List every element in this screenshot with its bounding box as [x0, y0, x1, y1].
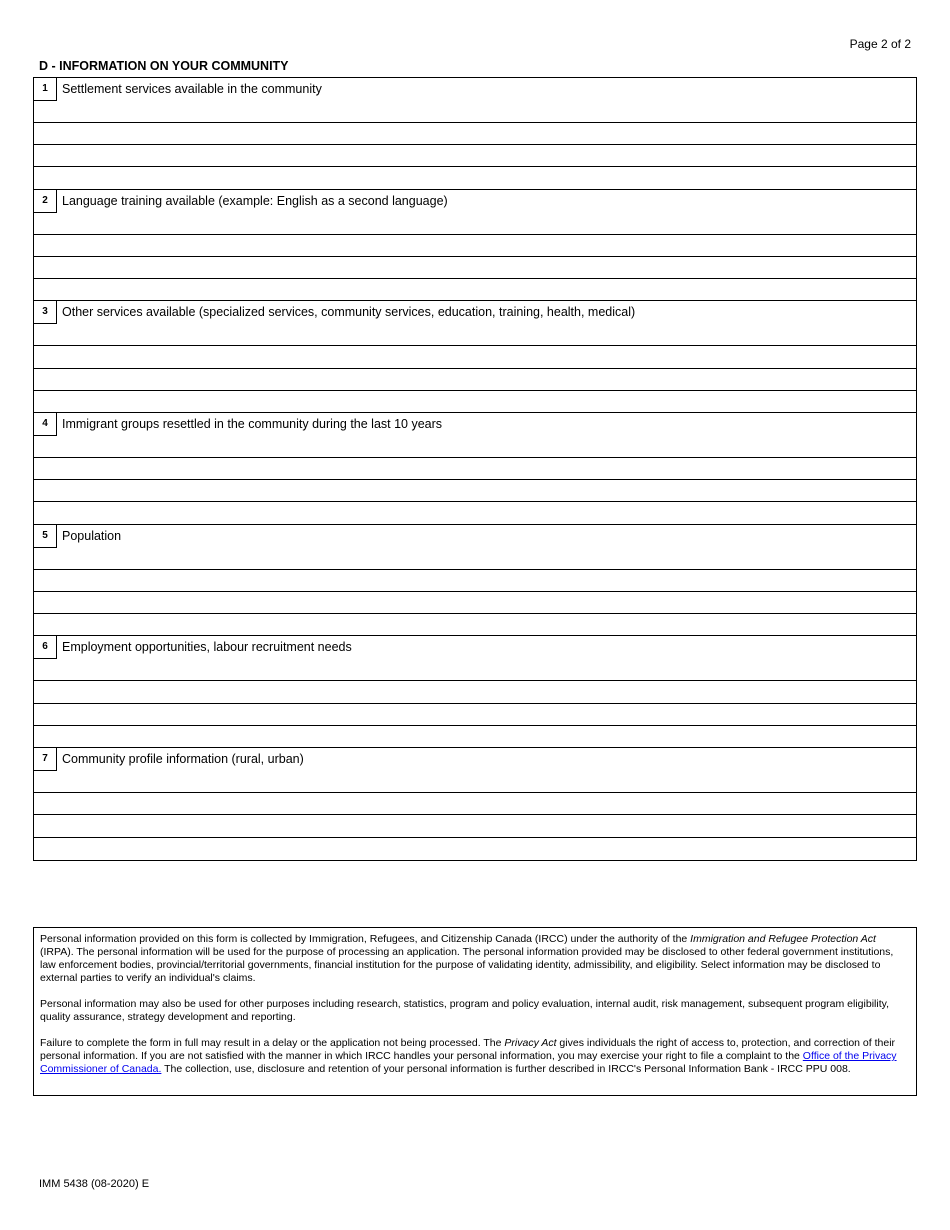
page-number: Page 2 of 2 — [849, 37, 911, 51]
answer-line[interactable] — [34, 391, 916, 413]
question-4 — [34, 413, 916, 525]
privacy-paragraph-2: Personal information may also be used for other purposes including research, statistics, program and policy evaluation, internal audit, risk management, subsequent program eligibility, quality assurance, strategy development and reporting. — [40, 998, 889, 1023]
question-header[interactable] — [34, 78, 916, 123]
answer-line[interactable] — [34, 614, 916, 636]
answer-line[interactable] — [34, 704, 916, 726]
answer-line[interactable] — [34, 123, 916, 145]
question-number: 5 — [34, 525, 57, 548]
question-header[interactable] — [34, 190, 916, 235]
answer-line[interactable] — [34, 145, 916, 167]
question-header[interactable] — [34, 748, 916, 793]
privacy-commissioner-link[interactable]: Office of the Privacy Commissioner of Canada. — [40, 1050, 897, 1075]
question-label: Employment opportunities, labour recruitment needs — [62, 640, 352, 655]
question-number: 7 — [34, 748, 57, 771]
question-label: Language training available (example: English as a second language) — [62, 193, 448, 208]
question-number: 4 — [34, 413, 57, 436]
question-label: Settlement services available in the community — [62, 82, 322, 96]
answer-line[interactable] — [34, 793, 916, 815]
question-header[interactable] — [34, 525, 916, 570]
form-code: IMM 5438 (08-2020) E — [39, 1178, 150, 1190]
answer-line[interactable] — [34, 592, 916, 614]
answer-line[interactable] — [34, 726, 916, 748]
question-number: 6 — [34, 636, 57, 659]
question-header[interactable] — [34, 301, 916, 346]
answer-line[interactable] — [34, 167, 916, 189]
question-number: 2 — [34, 190, 57, 213]
answer-line[interactable] — [34, 458, 916, 480]
privacy-paragraph-3: Failure to complete the form in full may result in a delay or the application not being processed. The Privacy Act gives individuals the right of access to, protection, and correction of their personal information. If you are not satisfied with the manner in which IRCC handles your personal information, you may exercise your right to file a complaint to the Office of the Privacy Commissioner of Canada. The collection, use, disclosure and retention of your personal information is further described in IRCC's Personal Information Bank - IRCC PPU 008. — [40, 1037, 897, 1075]
question-header[interactable] — [34, 636, 916, 681]
question-6 — [34, 636, 916, 748]
answer-line[interactable] — [34, 346, 916, 368]
question-label: Population — [62, 528, 122, 543]
answer-line[interactable] — [34, 369, 916, 391]
answer-line[interactable] — [34, 570, 916, 592]
question-5 — [34, 525, 916, 637]
question-label: Community profile information (rural, urban) — [62, 752, 304, 767]
question-header[interactable] — [34, 413, 916, 458]
privacy-paragraph-1: Personal information provided on this form is collected by Immigration, Refugees, and Citizenship Canada (IRCC) under the authority of the Immigration and Refugee Protection Act (IRPA). The personal information will be used for the purpose of processing an application. The personal information provided may be disclosed to other federal government institutions, law enforcement bodies, provincial/territorial governments, financial institution for the purpose of validating identity, admissibility, and eligibility. Select information may be disclosed to external parties to verify an individual's claims. — [40, 933, 894, 984]
question-1 — [34, 78, 916, 190]
section-title: D - INFORMATION ON YOUR COMMUNITY — [39, 59, 289, 73]
answer-line[interactable] — [34, 480, 916, 502]
privacy-notice — [33, 927, 917, 1096]
question-2 — [34, 190, 916, 302]
answer-line[interactable] — [34, 502, 916, 524]
answer-line[interactable] — [34, 838, 916, 860]
question-number: 1 — [34, 78, 57, 101]
answer-line[interactable] — [34, 681, 916, 703]
answer-line[interactable] — [34, 257, 916, 279]
question-3 — [34, 301, 916, 413]
answer-line[interactable] — [34, 235, 916, 257]
answer-line[interactable] — [34, 815, 916, 837]
question-number: 3 — [34, 301, 57, 324]
question-7 — [34, 748, 916, 860]
answer-line[interactable] — [34, 279, 916, 301]
question-label: Other services available (specialized services, community services, education, training, health, medical) — [62, 305, 636, 320]
community-info-form — [33, 77, 917, 861]
question-label: Immigrant groups resettled in the community during the last 10 years — [62, 417, 443, 432]
